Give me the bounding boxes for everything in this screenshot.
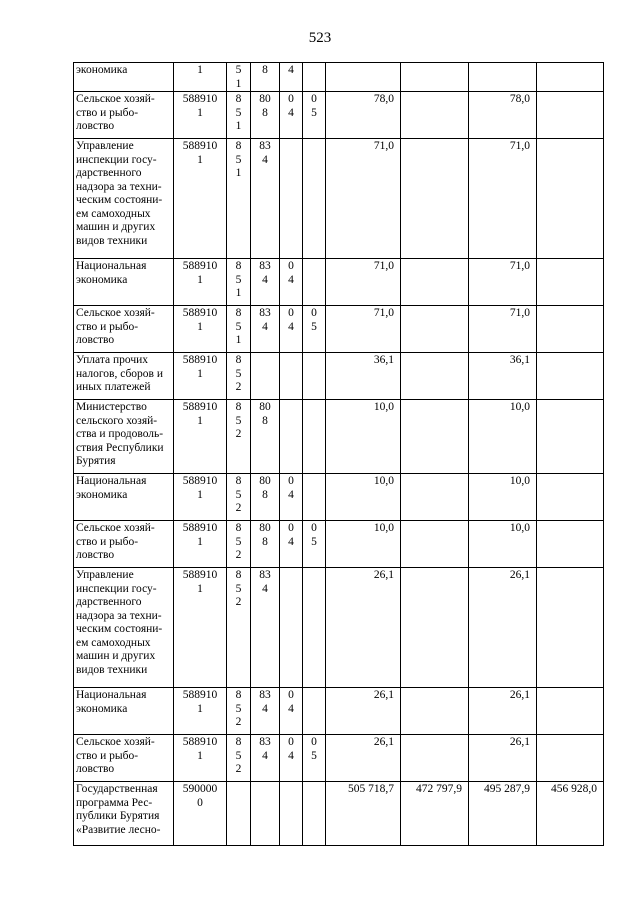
table-row [74,139,604,259]
row-name-cell: Сельское хозяй- ство и рыбо- ловство [74,306,174,353]
row-code-part-4 [303,568,326,688]
row-value-3: 495 287,9 [469,782,537,846]
row-value-4 [537,688,604,735]
row-value-1 [326,63,401,92]
row-value-1: 36,1 [326,353,401,400]
row-code-part-1: 5 1 [227,63,251,92]
row-name-cell: Уплата прочих налогов, сборов и иных платежей [74,353,174,400]
row-value-2 [401,353,469,400]
row-value-4 [537,353,604,400]
table-row [74,521,604,568]
row-value-4 [537,735,604,782]
row-code-part-2: 83 4 [251,259,280,306]
row-code-part-2: 83 4 [251,306,280,353]
row-code-part-3: 0 4 [280,521,303,568]
row-value-1: 78,0 [326,92,401,139]
row-value-3: 10,0 [469,521,537,568]
row-code-part-1: 8 5 1 [227,259,251,306]
row-code-part-3: 4 [280,63,303,92]
row-code-part-3 [280,139,303,259]
row-code-cell: 590000 0 [174,782,227,846]
row-value-2 [401,474,469,521]
row-code-part-3: 0 4 [280,735,303,782]
row-code-cell: 588910 1 [174,474,227,521]
row-code-part-3 [280,353,303,400]
row-code-part-1: 8 5 2 [227,688,251,735]
row-code-cell: 588910 1 [174,688,227,735]
row-value-4 [537,521,604,568]
row-code-part-1 [227,782,251,846]
row-code-cell: 588910 1 [174,259,227,306]
row-name-cell: Управление инспекции госу- дарственного надзора за техни- ческим состояни- ем самоходных машин и других видов техники [74,139,174,259]
row-code-part-2: 80 8 [251,92,280,139]
row-code-part-2: 80 8 [251,400,280,474]
row-code-part-4 [303,688,326,735]
table-row [74,63,604,92]
row-code-part-2: 83 4 [251,735,280,782]
row-value-2: 472 797,9 [401,782,469,846]
row-code-part-1: 8 5 2 [227,568,251,688]
row-value-1: 10,0 [326,474,401,521]
row-value-4 [537,400,604,474]
row-code-cell: 588910 1 [174,400,227,474]
row-code-part-3: 0 4 [280,688,303,735]
row-code-part-3: 0 4 [280,92,303,139]
row-value-4 [537,568,604,688]
table-row [74,400,604,474]
row-code-cell: 588910 1 [174,521,227,568]
row-code-part-1: 8 5 2 [227,353,251,400]
row-value-1: 71,0 [326,259,401,306]
row-value-1: 71,0 [326,139,401,259]
row-code-part-4 [303,63,326,92]
row-name-cell: Министерство сельского хозяй- ства и продоволь- ствия Республики Бурятия [74,400,174,474]
row-name-cell: Сельское хозяй- ство и рыбо- ловство [74,521,174,568]
row-value-2 [401,259,469,306]
row-code-part-2: 83 4 [251,139,280,259]
row-code-part-4 [303,139,326,259]
row-value-3: 26,1 [469,688,537,735]
row-code-part-4 [303,353,326,400]
row-value-1: 26,1 [326,568,401,688]
row-name-cell: Национальная экономика [74,259,174,306]
table-row [74,92,604,139]
row-code-part-2: 83 4 [251,568,280,688]
row-value-3 [469,63,537,92]
table-row [74,306,604,353]
row-code-part-3 [280,400,303,474]
row-value-4: 456 928,0 [537,782,604,846]
row-value-4 [537,306,604,353]
row-code-cell: 588910 1 [174,735,227,782]
row-code-cell: 588910 1 [174,306,227,353]
row-code-part-4 [303,474,326,521]
row-code-part-3: 0 4 [280,306,303,353]
table-row [74,353,604,400]
row-code-part-1: 8 5 2 [227,474,251,521]
row-code-part-4: 0 5 [303,92,326,139]
row-value-1: 26,1 [326,735,401,782]
row-code-part-4: 0 5 [303,521,326,568]
row-name-cell: Национальная экономика [74,474,174,521]
table-row [74,735,604,782]
row-value-2 [401,92,469,139]
row-value-2 [401,568,469,688]
row-code-part-2: 80 8 [251,474,280,521]
budget-table [73,62,604,846]
row-code-part-2: 8 [251,63,280,92]
row-code-part-3 [280,782,303,846]
row-name-cell: Национальная экономика [74,688,174,735]
row-code-part-4: 0 5 [303,306,326,353]
row-code-part-1: 8 5 2 [227,735,251,782]
row-value-3: 71,0 [469,259,537,306]
row-name-cell: Управление инспекции госу- дарственного надзора за техни- ческим состояни- ем самоходных машин и других видов техники [74,568,174,688]
row-value-1: 10,0 [326,400,401,474]
table-row [74,782,604,846]
row-value-2 [401,306,469,353]
row-value-4 [537,259,604,306]
row-code-part-3: 0 4 [280,474,303,521]
row-code-cell: 588910 1 [174,568,227,688]
row-code-part-2 [251,782,280,846]
row-code-part-4 [303,259,326,306]
row-value-4 [537,63,604,92]
row-code-part-2: 83 4 [251,688,280,735]
row-code-part-4: 0 5 [303,735,326,782]
row-name-cell: Государственная программа Рес- публики Бурятия «Развитие лесно- [74,782,174,846]
row-code-part-2 [251,353,280,400]
row-value-2 [401,521,469,568]
row-value-3: 26,1 [469,735,537,782]
table-row [74,688,604,735]
table-row [74,568,604,688]
row-value-3: 78,0 [469,92,537,139]
table-row [74,474,604,521]
row-value-3: 10,0 [469,400,537,474]
row-name-cell: экономика [74,63,174,92]
row-value-2 [401,400,469,474]
row-value-1: 505 718,7 [326,782,401,846]
row-code-part-1: 8 5 2 [227,400,251,474]
row-value-2 [401,735,469,782]
row-value-4 [537,139,604,259]
row-value-3: 10,0 [469,474,537,521]
page-number: 523 [308,30,332,46]
row-value-1: 71,0 [326,306,401,353]
row-code-cell: 588910 1 [174,139,227,259]
row-code-part-1: 8 5 1 [227,306,251,353]
row-code-part-2: 80 8 [251,521,280,568]
row-value-3: 36,1 [469,353,537,400]
row-code-part-1: 8 5 2 [227,521,251,568]
row-code-cell: 588910 1 [174,353,227,400]
row-value-3: 71,0 [469,139,537,259]
row-value-4 [537,92,604,139]
row-code-part-1: 8 5 1 [227,92,251,139]
row-value-1: 10,0 [326,521,401,568]
row-code-part-1: 8 5 1 [227,139,251,259]
row-code-part-3: 0 4 [280,259,303,306]
row-code-part-4 [303,400,326,474]
row-value-2 [401,63,469,92]
row-value-2 [401,139,469,259]
row-value-1: 26,1 [326,688,401,735]
row-code-cell: 1 [174,63,227,92]
row-value-4 [537,474,604,521]
row-name-cell: Сельское хозяй- ство и рыбо- ловство [74,735,174,782]
row-code-part-3 [280,568,303,688]
row-code-cell: 588910 1 [174,92,227,139]
table-row [74,259,604,306]
row-value-3: 26,1 [469,568,537,688]
row-value-3: 71,0 [469,306,537,353]
row-value-2 [401,688,469,735]
row-code-part-4 [303,782,326,846]
row-name-cell: Сельское хозяй- ство и рыбо- ловство [74,92,174,139]
